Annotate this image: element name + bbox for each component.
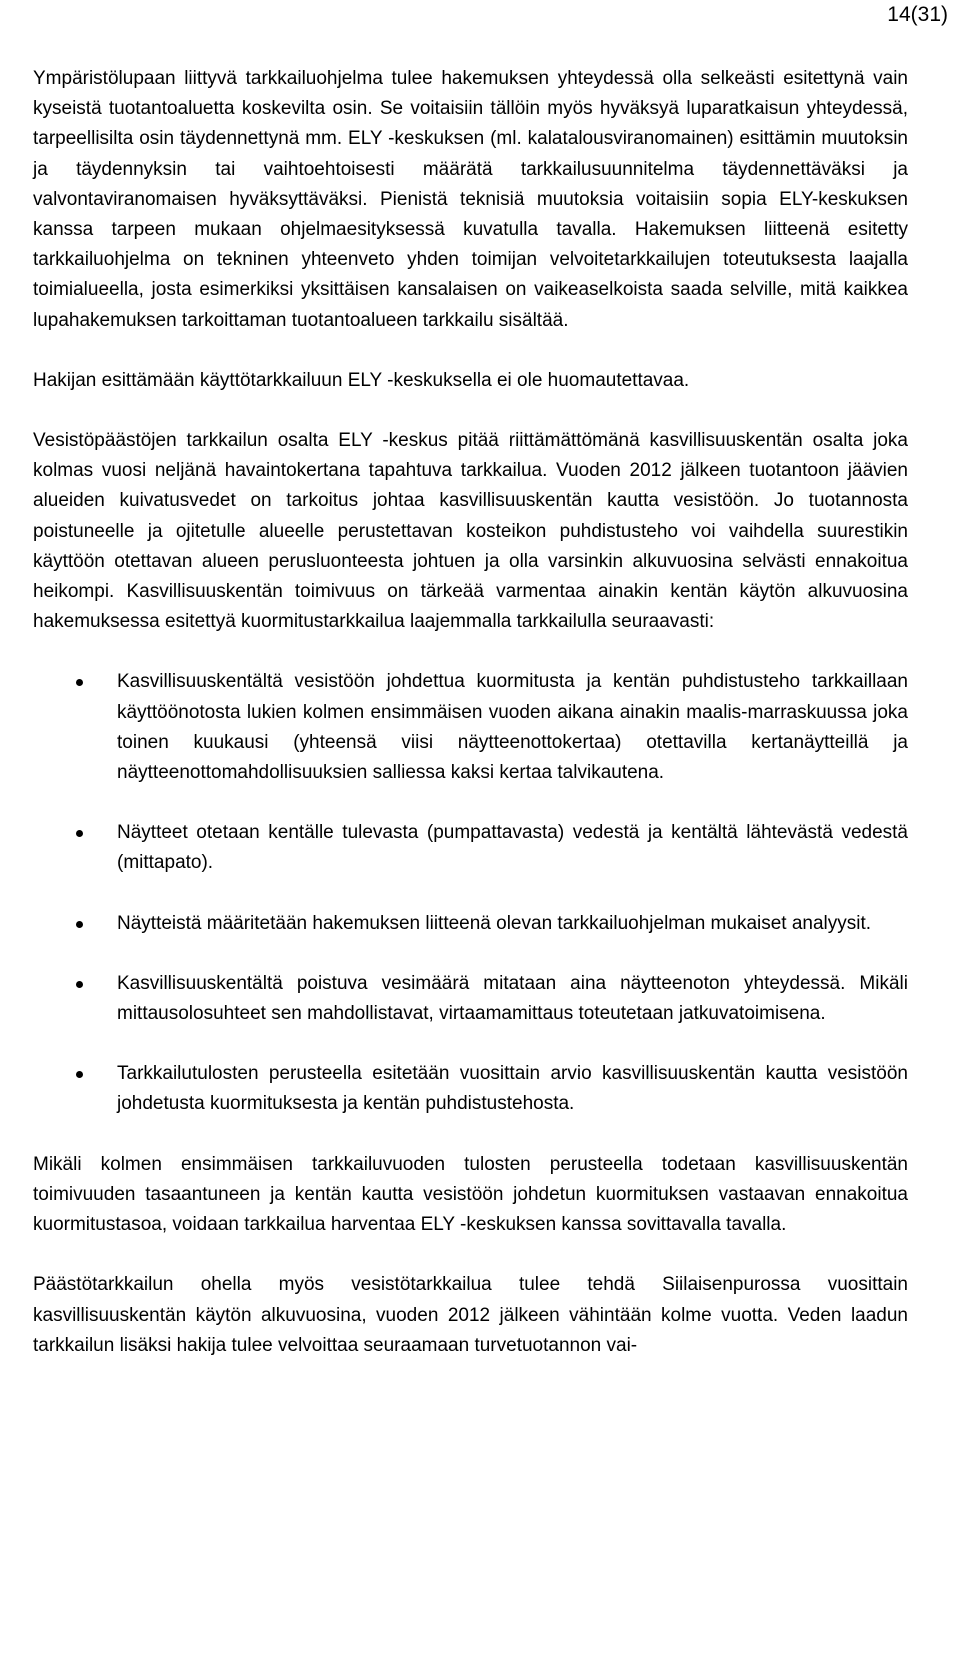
- page-number: 14(31): [887, 3, 948, 26]
- list-item-text: Kasvillisuuskentältä vesistöön johdettua kuormitusta ja kentän puhdistusteho tarkkaillaan käyttöönotosta lukien kolmen ensimmäisen vuoden aikana ainakin maalis-marraskuussa joka toinen kuukausi (yhteensä viisi näytteenottokertaa) otettavilla kertanäytteillä ja näytteenottomahdollisuuksien salliessa kaksi kertaa talvikautena.: [117, 671, 908, 784]
- bullet-icon: [76, 1071, 83, 1078]
- bullet-icon: [76, 679, 83, 686]
- bullet-icon: [76, 830, 83, 837]
- paragraph-reduced-monitoring: Mikäli kolmen ensimmäisen tarkkailuvuoden tulosten perusteella todetaan kasvillisuuskentän toimivuuden tasaantuneen ja kentän kautta vesistöön johdetun kuormituksen vastaavan ennakoitua kuormitustasoa, voidaan tarkkailua harventaa ELY -keskuksen kanssa sovittavalla tavalla.: [33, 1153, 908, 1236]
- list-item-text: Näytteistä määritetään hakemuksen liitteenä olevan tarkkailuohjelman mukaiset analyysit.: [117, 912, 872, 934]
- list-item-text: Näytteet otetaan kentälle tulevasta (pumpattavasta) vedestä ja kentältä lähtevästä vedestä (mittapato).: [117, 822, 908, 874]
- list-item: [33, 667, 908, 788]
- paragraph-water-body-monitoring: Päästötarkkailun ohella myös vesistötarkkailua tulee tehdä Siilaisenpurossa vuosittain kasvillisuuskentän käytön alkuvuosina, vuoden 2012 jälkeen vähintään kolme vuotta. Veden laadun tarkkailun lisäksi hakija tulee velvoittaa seuraamaan turvetuotannon vai-: [33, 1274, 908, 1356]
- monitoring-requirements-list: [33, 667, 908, 1119]
- bullet-icon: [76, 921, 83, 928]
- paragraph-operational-monitoring: Hakijan esittämään käyttötarkkailuun ELY -keskuksella ei ole huomautettavaa.: [33, 369, 690, 391]
- list-item: [33, 969, 908, 1029]
- list-item: [33, 909, 908, 939]
- paragraph-monitoring-program: Ympäristölupaan liittyvä tarkkailuohjelma tulee hakemuksen yhteydessä olla selkeästi esitettynä vain kyseistä tuotantoaluetta koskevilta osin. Se voitaisiin tällöin myös hyväksyä luparatkaisun yhteydessä, tarpeellisilta osin täydennettynä mm. ELY -keskuksen (ml. kalatalousviranomainen) esittämin muutoksin ja täydennyksin tai vaihtoehtoisesti määrätä tarkkailusuunnitelma täydennettäväksi ja valvontaviranomaisen hyväksyttäväksi. Pienistä teknisiä muutoksia voitaisiin sopia ELY-keskuksen kanssa tarpeen mukaan ohjelmaesityksessä kuvatulla tavalla. Hakemuksen liitteenä esitetty tarkkailuohjelma on tekninen yhteenveto yhden toimijan velvoitetarkkailujen toteutuksesta laajalla toimialueella, josta esimerkiksi yksittäisen kansalaisen on vaikeaselkoista saada selville, mitä kaikkea lupahakemuksen tarkoittaman tuotantoalueen tarkkailu sisältää.: [33, 68, 908, 331]
- paragraph-discharge-monitoring: Vesistöpäästöjen tarkkailun osalta ELY -keskus pitää riittämättömänä kasvillisuuskentän osalta joka kolmas vuosi neljänä havaintokertana tapahtuva tarkkailua. Vuoden 2012 jälkeen tuotantoon jäävien alueiden kuivatusvedet on tarkoitus johtaa kasvillisuuskentän kautta vesistöön. Jo tuotannosta poistuneelle ja ojitetulle alueelle perustettavan kosteikon puhdistusteho voi vaihdella suurestikin käyttöön otettavan alueen perusluonteesta johtuen ja olla varsinkin alkuvuosina selvästi ennakoitua heikompi. Kasvillisuuskentän toimivuus on tärkeää varmentaa ainakin kentän käytön alkuvuosina hakemuksessa esitettyä kuormitustarkkailua laajemmalla tarkkailulla seuraavasti:: [33, 430, 908, 633]
- list-item-text: Kasvillisuuskentältä poistuva vesimäärä mitataan aina näytteenoton yhteydessä. Mikäli mittausolosuhteet sen mahdollistavat, virtaamamittaus toteutetaan jatkuvatoimisena.: [117, 972, 908, 1025]
- bullet-icon: [76, 981, 83, 988]
- list-item: [33, 818, 908, 878]
- list-item-text: Tarkkailutulosten perusteella esitetään vuosittain arvio kasvillisuuskentän kautta vesistöön johdetusta kuormituksesta ja kentän puhdistustehosta.: [117, 1063, 908, 1115]
- list-item: [33, 1059, 908, 1119]
- document-body: [33, 64, 908, 1391]
